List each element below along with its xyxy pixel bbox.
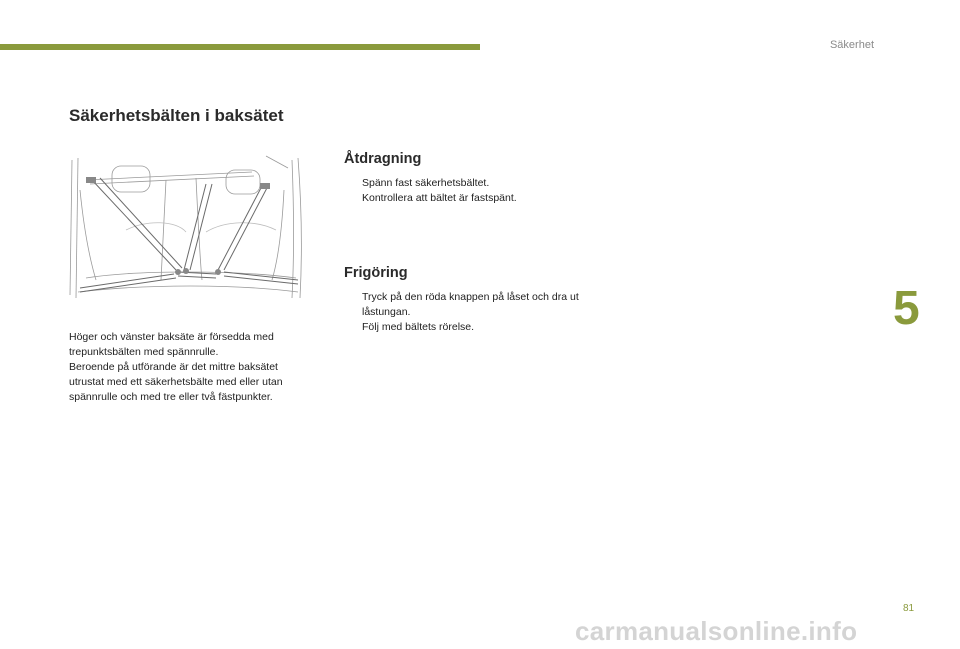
list-item [344,320,594,335]
caption-line: spännrulle och med tre eller två fästpunkter. [69,391,273,403]
list-item [344,290,594,320]
caption-line: Höger och vänster baksäte är försedda med [69,331,274,343]
page-title: Säkerhetsbälten i baksätet [69,106,284,125]
list-item-text: Tryck på den röda knappen på låset och dra ut låstungan. [362,291,579,318]
caption-line: trepunktsbälten med spännrulle. [69,346,219,358]
section-atdragning [344,151,604,206]
instruction-list [344,290,594,335]
list-item-text: Kontrollera att bältet är fastspänt. [362,192,517,204]
section-heading: Frigöring [344,265,408,281]
section-frigoring [344,265,594,335]
list-item-text: Följ med bältets rörelse. [362,321,475,333]
figure-caption [69,330,329,405]
list-item [344,176,604,191]
watermark: carmanualsonline.info [575,616,858,646]
list-item [344,191,604,206]
caption-line: utrustat med ett säkerhetsbälte med eller utan [69,376,283,388]
header-accent-bar [0,44,480,50]
rear-seat-belts-illustration [66,150,306,302]
chapter-title: Säkerhet [829,39,874,51]
list-item-text: Spänn fast säkerhetsbältet. [362,177,490,189]
chapter-number: 5 [893,282,920,335]
page-number: 81 [903,603,915,614]
instruction-list [344,176,604,206]
caption-line: Beroende på utförande är det mittre baksätet [69,361,278,373]
section-heading: Åtdragning [344,151,422,167]
